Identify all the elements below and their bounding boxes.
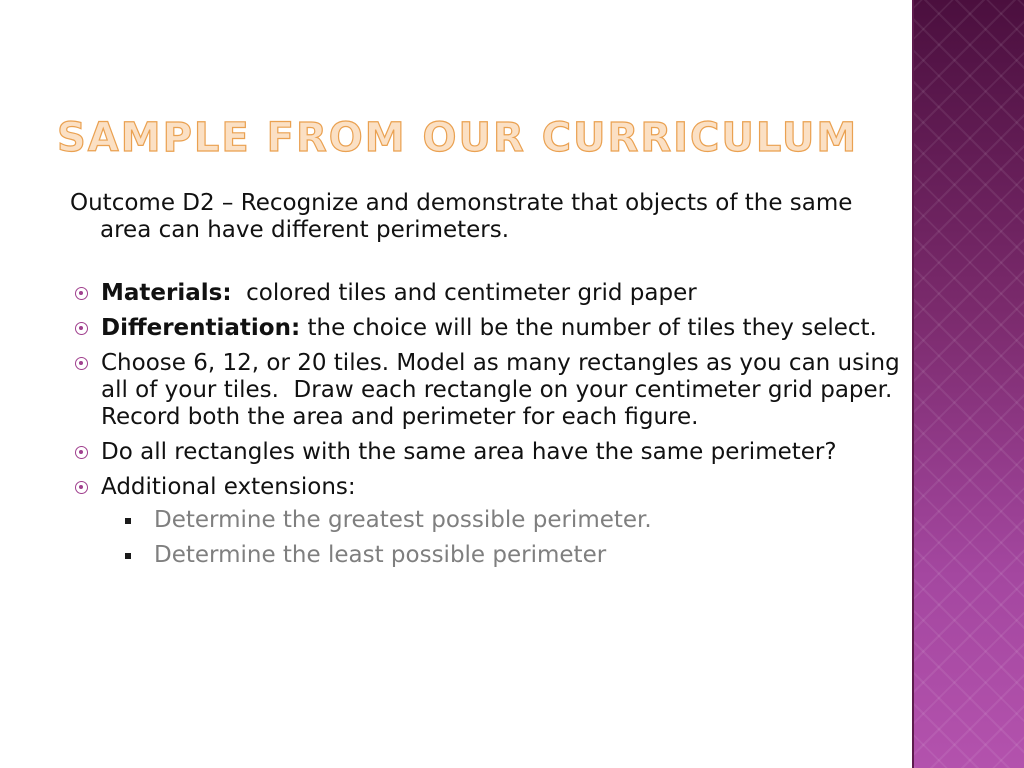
target-bullet-icon <box>75 322 88 335</box>
bullet-text: Do all rectangles with the same area have the same perimeter? <box>101 439 837 465</box>
square-bullet-icon <box>125 518 131 524</box>
sub-bullet-least <box>101 542 910 569</box>
sub-bullet-greatest <box>101 507 910 534</box>
slide-body <box>70 190 910 577</box>
outcome-statement: Outcome D2 – Recognize and demonstrate that objects of the same area can have different perimeters. <box>70 190 853 243</box>
bullet-list <box>70 280 910 569</box>
decorative-side-panel <box>912 0 1024 768</box>
bullet-text: Choose 6, 12, or 20 tiles. Model as many rectangles as you can using all of your tiles. Draw each rectangle on your centimeter grid paper. Record both the area and perimeter for each figure. <box>101 350 907 430</box>
bullet-label: Differentiation: <box>101 315 301 341</box>
target-bullet-icon <box>75 446 88 459</box>
bullet-choose-tiles <box>70 350 910 431</box>
target-bullet-icon <box>75 481 88 494</box>
target-bullet-icon <box>75 357 88 370</box>
bullet-extensions <box>70 474 910 569</box>
bullet-text: the choice will be the number of tiles they select. <box>300 315 877 341</box>
bullet-label: Materials: <box>101 280 232 306</box>
sub-bullet-list <box>101 507 910 569</box>
sub-bullet-text: Determine the least possible perimeter <box>154 542 607 568</box>
square-bullet-icon <box>125 553 131 559</box>
slide-title: SAMPLE FROM OUR CURRICULUM <box>57 115 859 161</box>
target-bullet-icon <box>75 287 88 300</box>
bullet-text: Additional extensions: <box>101 474 356 500</box>
sub-bullet-text: Determine the greatest possible perimeter. <box>154 507 652 533</box>
bullet-text: colored tiles and centimeter grid paper <box>231 280 697 306</box>
bullet-materials <box>70 280 910 307</box>
bullet-question <box>70 439 910 466</box>
bullet-differentiation <box>70 315 910 342</box>
